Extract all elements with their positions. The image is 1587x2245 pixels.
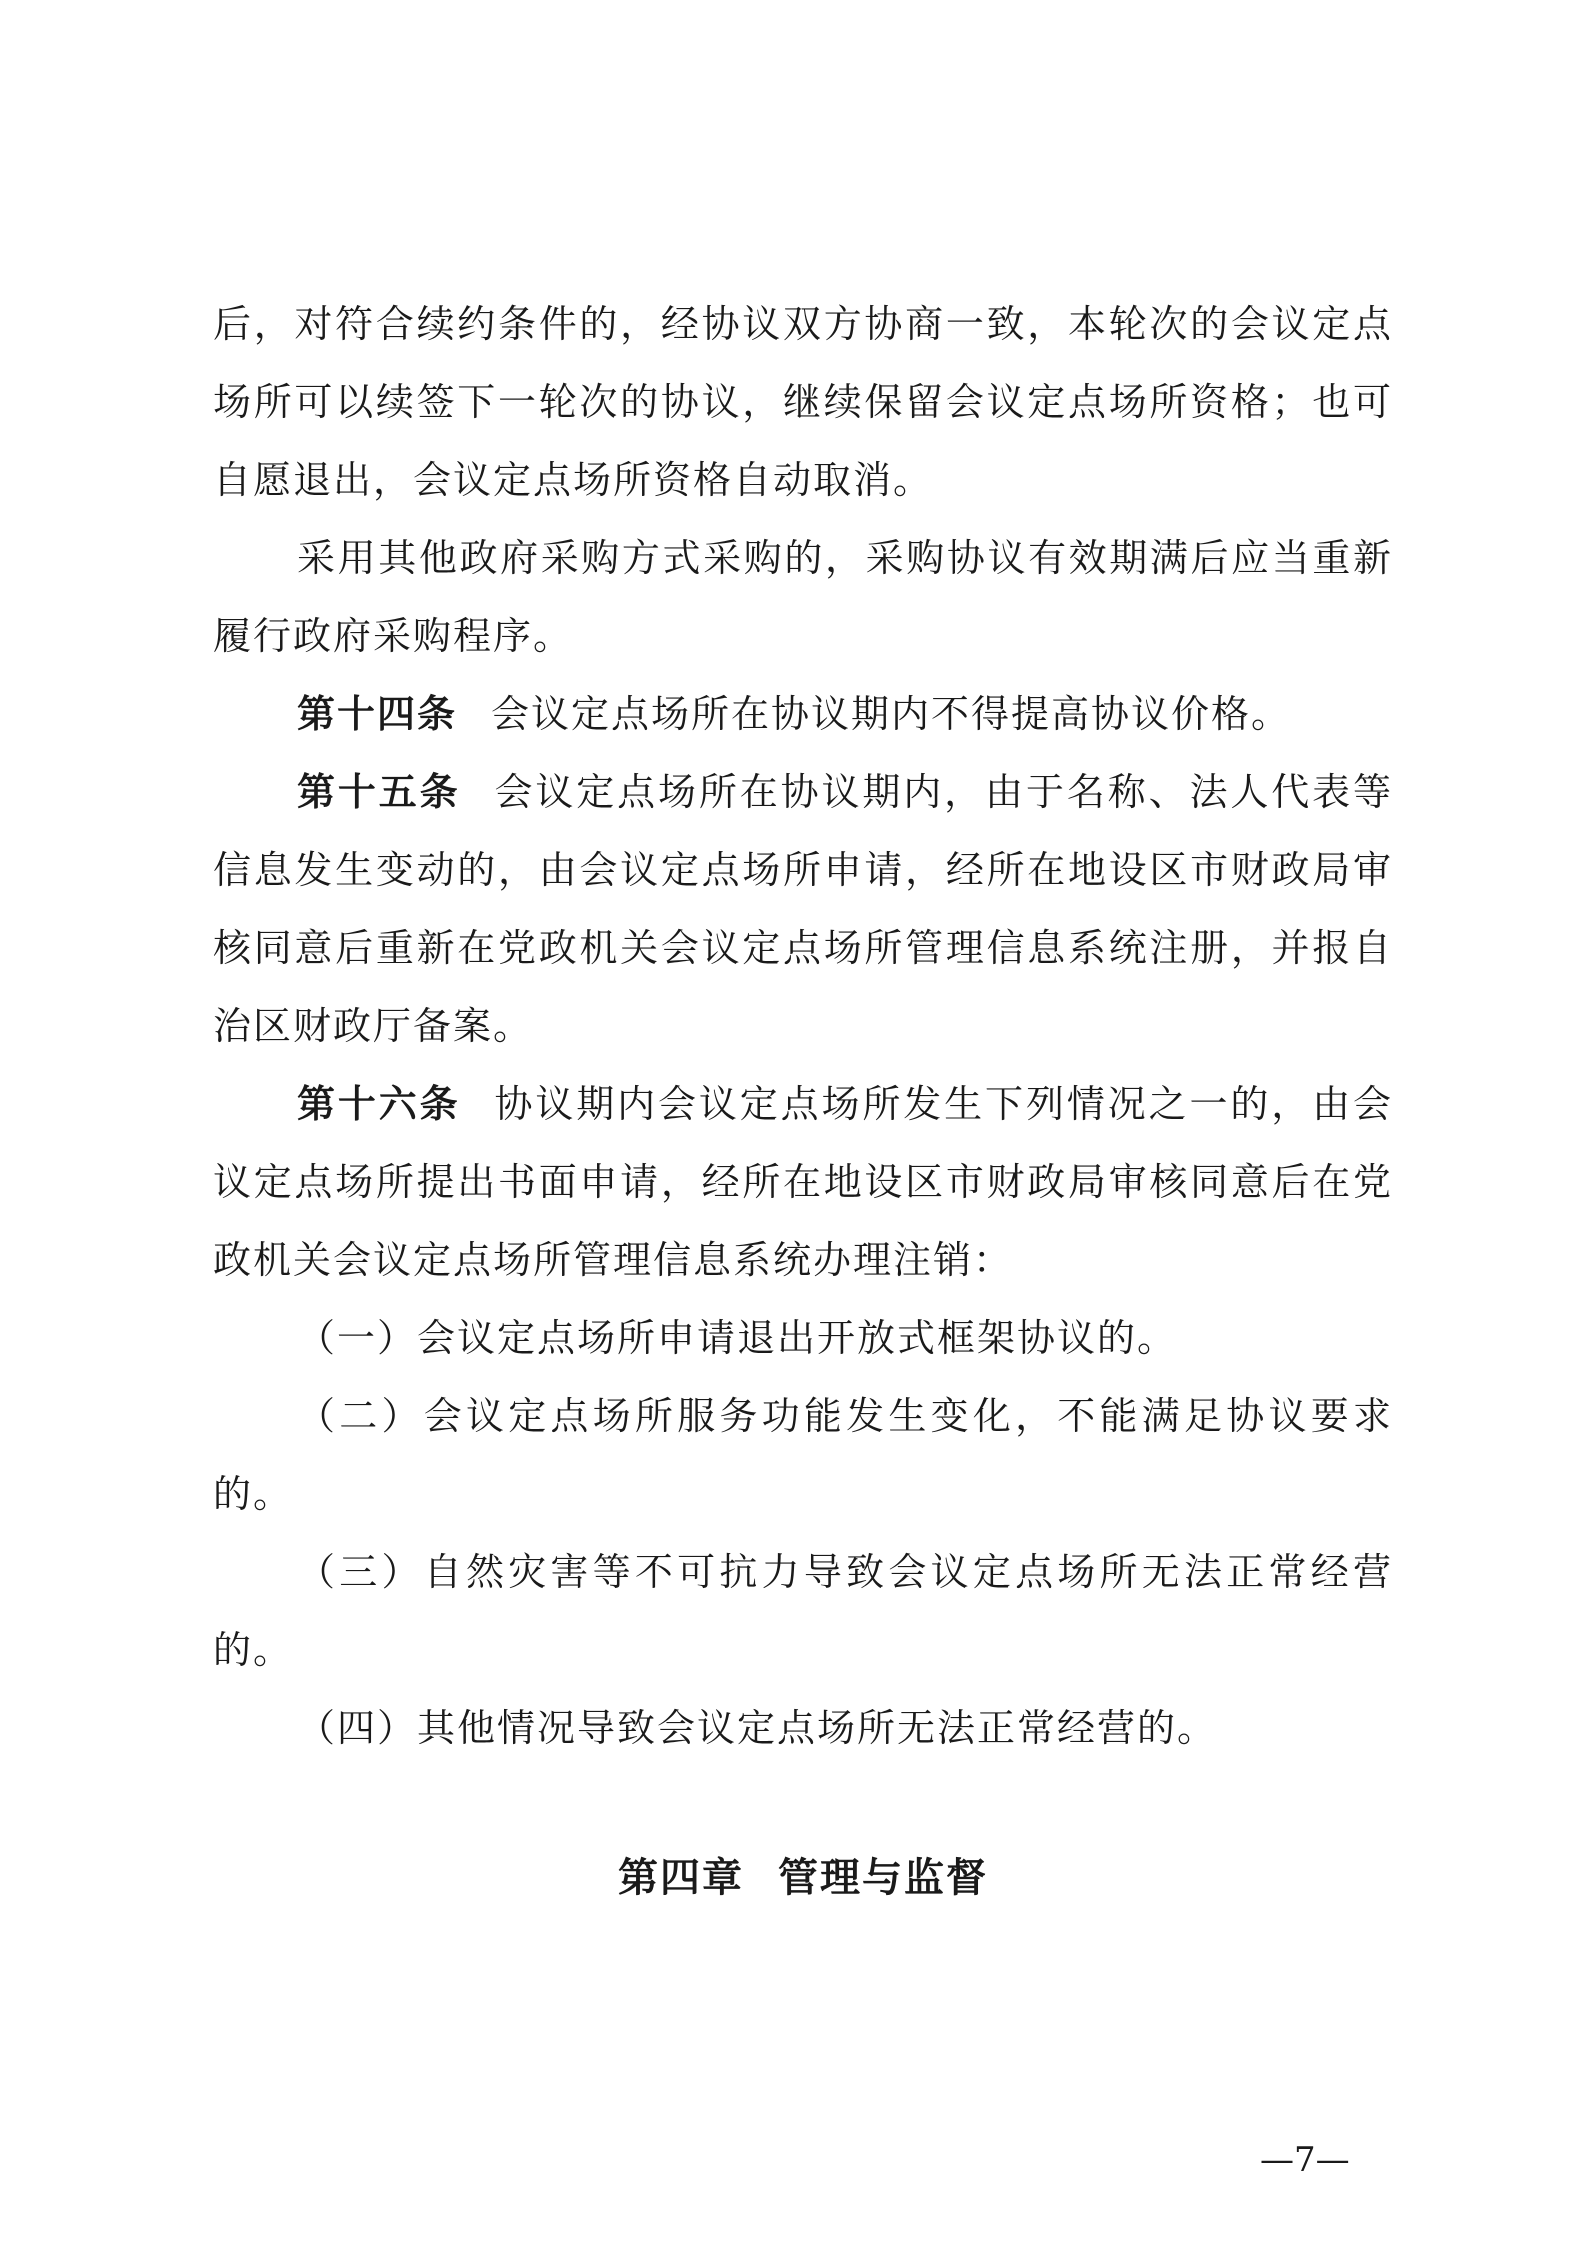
article-14-text: 会议定点场所在协议期内不得提高协议价格。 — [491, 692, 1292, 736]
chapter-title: 管理与监督 — [778, 1855, 988, 1901]
article-16-text: 协议期内会议定点场所发生下列情况之一的，由会议定点场所提出书面申请，经所在地设区市财政局审核同意后在党政机关会议定点场所管理信息系统办理注销： — [213, 1082, 1393, 1282]
article-15 — [213, 753, 1393, 1065]
article-14 — [213, 675, 1393, 753]
article-16 — [213, 1065, 1393, 1299]
article-14-label: 第十四条 — [297, 692, 458, 736]
list-item-3: （三）自然灾害等不可抗力导致会议定点场所无法正常经营的。 — [213, 1550, 1393, 1672]
paragraph-procurement: 采用其他政府采购方式采购的，采购协议有效期满后应当重新履行政府采购程序。 — [213, 536, 1393, 658]
article-16-label: 第十六条 — [297, 1082, 461, 1126]
page-number: —7— — [1260, 2140, 1350, 2180]
chapter-heading — [213, 1839, 1393, 1917]
chapter-number: 第四章 — [618, 1855, 744, 1901]
list-item-4: （四）其他情况导致会议定点场所无法正常经营的。 — [297, 1706, 1218, 1750]
list-item-2: （二）会议定点场所服务功能发生变化，不能满足协议要求的。 — [213, 1394, 1393, 1516]
article-15-label: 第十五条 — [297, 770, 461, 814]
list-item-1: （一）会议定点场所申请退出开放式框架协议的。 — [297, 1316, 1178, 1360]
paragraph-continuation: 后，对符合续约条件的，经协议双方协商一致，本轮次的会议定点场所可以续签下一轮次的协议，继续保留会议定点场所资格；也可自愿退出，会议定点场所资格自动取消。 — [213, 302, 1393, 502]
article-15-text: 会议定点场所在协议期内，由于名称、法人代表等信息发生变动的，由会议定点场所申请，经所在地设区市财政局审核同意后重新在党政机关会议定点场所管理信息系统注册，并报自治区财政厅备案。 — [213, 770, 1393, 1048]
body-text — [213, 285, 1393, 1917]
